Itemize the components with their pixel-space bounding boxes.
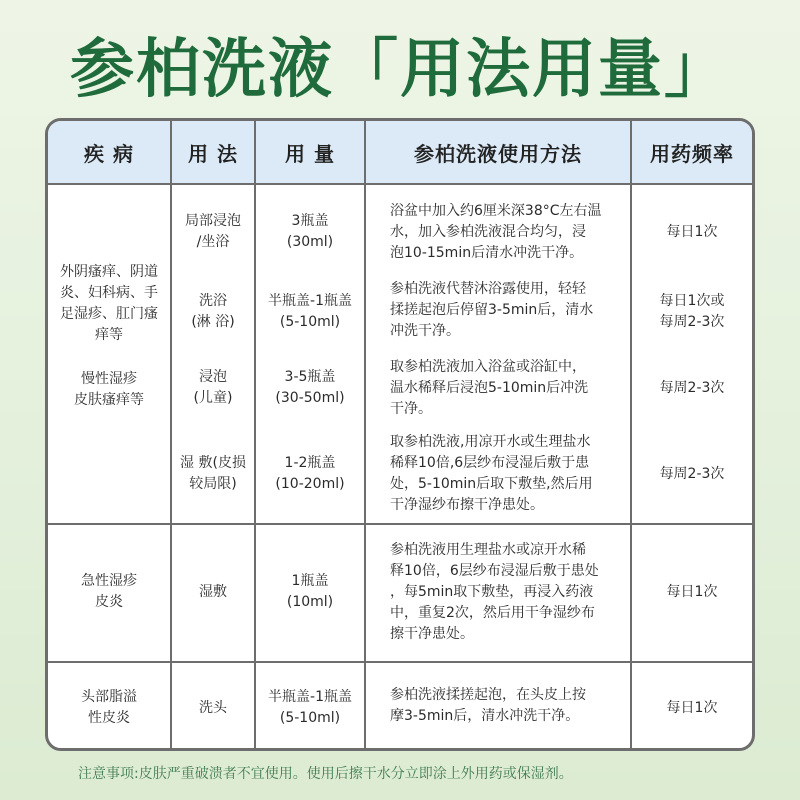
- frequency-cell: 每日1次: [666, 699, 718, 716]
- header-frequency: 用药频率: [650, 141, 734, 166]
- disease-cell: 急性湿疹 皮炎: [81, 573, 137, 610]
- dose-cell: 3-5瓶盖 (30-50ml): [275, 369, 345, 406]
- method-cell: 湿 敷(皮损 较局限): [180, 455, 246, 492]
- method-cell: 洗头: [199, 699, 227, 716]
- column-divider: [364, 121, 366, 751]
- dose-cell: 1-2瓶盖 (10-20ml): [275, 455, 345, 492]
- page-title: 参柏洗液「用法用量」: [70, 33, 730, 107]
- frequency-cell: 每日1次: [666, 583, 718, 600]
- dosage-table: [45, 118, 755, 751]
- header-method: 用 法: [188, 141, 238, 166]
- usage-cell: 参柏洗液用生理盐水或凉开水稀 释10倍，6层纱布浸湿后敷于患处 ，每5min取下敷垫，再浸入药液 中，重复2次，然后用干争湿纱布 擦干净患处。: [390, 541, 599, 642]
- usage-cell: 浴盆中加入约6厘米深38°C左右温 水，加入参柏洗液混合均匀，浸 泡10-15min后清水冲洗干净。: [390, 202, 602, 261]
- usage-cell: 取参柏洗液加入浴盆或浴缸中， 温水稀释后浸泡5-10min后冲洗 干净。: [390, 358, 589, 417]
- header-dose: 用 量: [285, 141, 335, 166]
- method-cell: 洗浴 (淋 浴): [191, 293, 235, 330]
- dose-cell: 半瓶盖-1瓶盖 (5-10ml): [268, 293, 352, 330]
- section-divider: [48, 523, 752, 525]
- header-disease: 疾 病: [84, 141, 134, 166]
- frequency-cell: 每日1次或 每周2-3次: [659, 293, 725, 330]
- disease-cell: 外阴瘙痒、阴道 炎、妇科病、手 足湿疹、肛门瘙 痒等: [60, 264, 158, 343]
- precautions-note: 注意事项:皮肤严重破溃者不宜使用。使用后擦干水分立即涂上外用药或保湿剂。: [78, 766, 573, 782]
- usage-cell: 参柏洗液揉搓起泡，在头皮上按 摩3-5min后，清水冲洗干净。: [390, 687, 586, 724]
- usage-cell: 取参柏洗液,用凉开水或生理盐水 稀释10倍,6层纱布浸湿后敷于患 处，5-10min后取下敷垫,然后用 干净湿纱布擦干净患处。: [390, 434, 593, 513]
- usage-cell: 参柏洗液代替沐浴露使用，轻轻 揉搓起泡后停留3-5min后，清水 冲洗干净。: [390, 280, 594, 339]
- frequency-cell: 每周2-3次: [659, 379, 725, 396]
- frequency-cell: 每周2-3次: [659, 465, 725, 482]
- method-cell: 浸泡 (儿童): [193, 369, 233, 406]
- table-header: [48, 121, 752, 185]
- section-divider: [48, 661, 752, 663]
- dose-cell: 1瓶盖 (10ml): [286, 573, 334, 610]
- method-cell: 局部浸泡 /坐浴: [185, 213, 241, 250]
- column-divider: [630, 121, 632, 751]
- disease-cell: 慢性湿疹 皮肤瘙痒等: [74, 371, 144, 408]
- frequency-cell: 每日1次: [666, 223, 718, 240]
- dose-cell: 半瓶盖-1瓶盖 (5-10ml): [268, 689, 352, 726]
- disease-cell: 头部脂溢 性皮炎: [81, 689, 137, 726]
- method-cell: 湿敷: [199, 583, 227, 600]
- header-usage: 参柏洗液使用方法: [414, 141, 582, 166]
- dose-cell: 3瓶盖 (30ml): [286, 213, 334, 250]
